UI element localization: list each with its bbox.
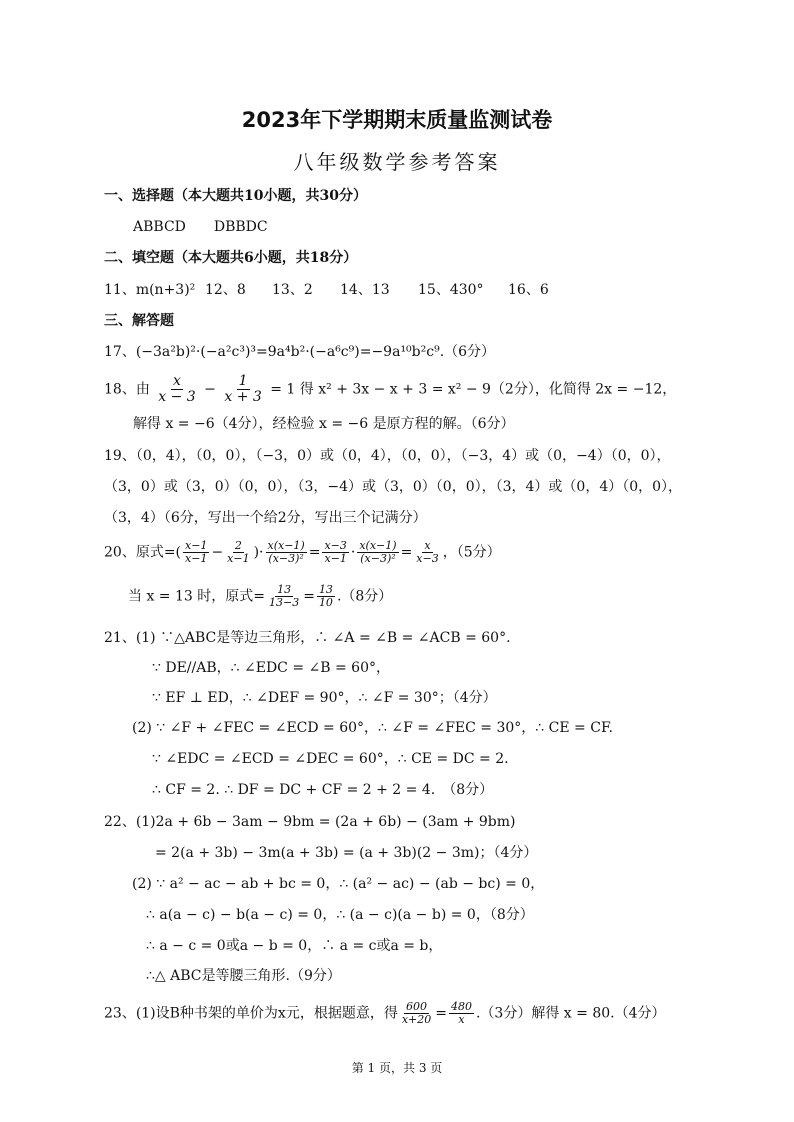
operator: = [308,544,321,561]
answer-22-line-4: ∴ a(a − c) − b(a − c) = 0，∴ (a − c)(a − b) = 0，（8分） [146,907,534,923]
answer-23-rest: .（3分）解得 x = 80.（4分） [475,1005,666,1022]
answer-22-line-2: = 2(a + 3b) − 3m(a + 3b) = (a + 3b)(2 − 3m)；（4分） [155,845,538,861]
fill-answer-14: 14、13 [340,282,390,298]
fraction: $\frac{600}{x+20}$ [401,1000,432,1026]
page-footer: 第 1 页，共 3 页 [351,1061,443,1075]
fill-answer-15: 15、430° [418,282,484,298]
section-1-heading: 一、选择题（本大题共10小题，共30分） [104,188,367,204]
answer-19-line-2: （3，0）或（3，0）（0，0），（3，−4）或（3，0）（0，0），（3，4）或（0，4）（0，0）， [104,479,683,495]
operator: )· [253,544,264,561]
page-subtitle: 八年级数学参考答案 [293,150,501,174]
fraction: $\frac{x}{x - 3}$ [158,373,196,405]
fraction: $\frac{1}{x + 3}$ [224,373,262,405]
answer-21-line-6: ∴ CF = 2. ∴ DF = DC + CF = 2 + 2 = 4. （8分） [152,782,494,798]
fraction: $\frac{x-3}{x-1}$ [324,539,347,565]
operator: · [350,544,356,561]
answer-21-line-3: ∵ EF ⊥ ED，∴ ∠DEF = 90°，∴ ∠F = 30°；（4分） [152,690,497,706]
fraction: $\frac{480}{x}$ [450,1000,472,1026]
answer-21-line-4: (2) ∵ ∠F + ∠FEC = ∠ECD = 60°，∴ ∠F = ∠FEC = 30°，∴ CE = CF. [132,720,613,736]
fraction: $\frac{2}{x-1}$ [227,539,250,565]
answer-21-line-2: ∵ DE//AB，∴ ∠EDC = ∠B = 60°， [152,660,390,676]
answer-18-line-1 [104,374,676,405]
section-3-heading: 三、解答题 [104,313,174,329]
answer-21-line-1: 21、(1) ∵△ABC是等边三角形，∴ ∠A = ∠B = ∠ACB = 60°. [104,630,511,646]
answer-21-line-5: ∵ ∠EDC = ∠ECD = ∠DEC = 60°，∴ CE = DC = 2. [152,751,509,767]
fraction: $\frac{x(x-1)}{\text{(x−3)²}}$ [267,539,305,565]
choice-answers: ABBCD DBBDC [133,219,268,235]
answer-20-line-1 [104,540,501,565]
fraction: $\frac{13}{10}$ [318,583,333,609]
fill-answer-13: 13、2 [272,282,313,298]
operator: = [303,588,315,605]
fraction: $\frac{x(x-1)}{\text{(x−3)²}}$ [359,539,397,565]
answer-22-line-5: ∴ a − c = 0或a − b = 0，∴ a = c或a = b， [146,938,443,954]
fill-answer-16: 16、6 [508,282,549,298]
answer-22-line-6: ∴△ ABC是等腰三角形.（9分） [146,968,341,984]
answer-23-prefix: 23、(1)设B种书架的单价为x元，根据题意，得 [104,1005,398,1022]
answer-20-line-2 [128,584,392,609]
answer-22-line-3: (2) ∵ a² − ac − ab + bc = 0，∴ (a² − ac) − (ab − bc) = 0， [132,876,545,892]
operator: = [400,544,413,561]
answer-18-prefix: 18、由 [104,381,150,398]
page-title: 2023年下学期期末质量监测试卷 [241,108,553,132]
fill-answer-11: 11、m(n+3)² [104,282,196,298]
operator: − [211,544,224,561]
operator: = [435,1005,447,1022]
fraction: $\frac{x}{x-3}$ [416,539,439,565]
answer-22-line-1: 22、(1)2a + 6b − 3am − 9bm = (2a + 6b) − (3am + 9bm) [104,814,516,830]
score: ，（5分） [442,544,501,561]
answer-20-prefix: 20、原式=( [104,544,182,561]
fill-answer-12: 12、8 [205,282,246,298]
operator: − [204,381,216,398]
answer-19-line-3: （3，4）（6分，写出一个给2分，写出三个记满分） [104,510,427,526]
answer-23 [104,1001,666,1026]
fraction: $\frac{13}{13-3}$ [268,583,300,609]
answer-17: 17、(−3a²b)²·(−a²c³)³=9a⁴b²·(−a⁶c⁹)=−9a¹⁰b²c⁹.（6分） [104,344,496,360]
score: .（8分） [336,588,393,605]
answer-18-line-2: 解得 x = −6（4分），经检验 x = −6 是原方程的解。（6分） [133,416,515,432]
answer-19-line-1: 19、（0，4），（0，0），（−3，0）或（0，4），（0，0），（−3，4）或（0，−4）（0，0）， [104,448,671,464]
fraction: $\frac{x-1}{x-1}$ [185,539,208,565]
answer-18-rest: = 1 得 x² + 3x − x + 3 = x² − 9（2分），化简得 2x = −12， [270,381,677,398]
section-2-heading: 二、填空题（本大题共6小题，共18分） [104,250,358,266]
answer-20-line-2-prefix: 当 x = 13 时，原式= [128,588,265,605]
